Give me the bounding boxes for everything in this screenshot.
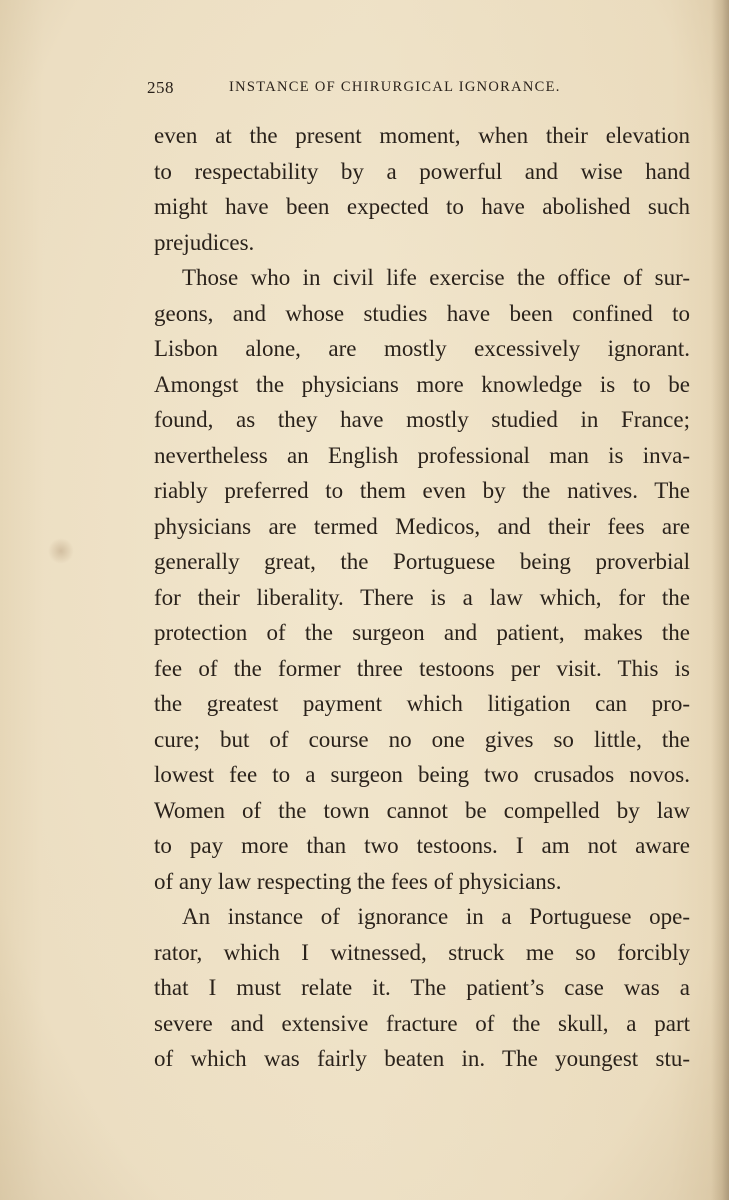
text-line: Amongst the physicians more knowledge is to be <box>154 371 690 397</box>
text-line: cure; but of course no one gives so little, the <box>154 726 690 752</box>
text-line: riably preferred to them even by the natives. The <box>154 478 690 503</box>
spine-shadow <box>711 0 729 1200</box>
text-line: lowest fee to a surgeon being two crusados novos. <box>154 762 690 787</box>
text-line: Lisbon alone, are mostly excessively ignorant. <box>154 336 690 361</box>
page-number: 258 <box>147 78 174 97</box>
paragraph-3 <box>154 899 690 1077</box>
text-line: the greatest payment which litigation can pro- <box>154 691 690 716</box>
text-line: for their liberality. There is a law which, for the <box>154 584 690 610</box>
text-line: An instance of ignorance in a Portuguese ope- <box>182 904 690 929</box>
text-line: fee of the former three testoons per visit. This is <box>154 655 690 681</box>
body-text <box>154 118 690 1077</box>
paragraph-1 <box>154 118 690 260</box>
paragraph-2 <box>154 260 690 899</box>
paper-stain <box>48 538 74 564</box>
text-line: might have been expected to have abolished such <box>154 194 690 219</box>
running-head: INSTANCE OF CHIRURGICAL IGNORANCE. <box>229 79 561 95</box>
text-line: protection of the surgeon and patient, makes the <box>154 620 690 645</box>
text-line: nevertheless an English professional man is inva- <box>154 442 690 468</box>
text-line: of which was fairly beaten in. The youngest stu- <box>154 1046 690 1071</box>
text-line: generally great, the Portuguese being proverbial <box>154 549 690 574</box>
text-line: to respectability by a powerful and wise hand <box>154 158 690 184</box>
text-line: of any law respecting the fees of physicians. <box>154 868 562 894</box>
text-line: physicians are termed Medicos, and their fees are <box>154 513 690 539</box>
text-line: geons, and whose studies have been confined to <box>154 300 690 326</box>
text-line: even at the present moment, when their elevation <box>154 123 690 148</box>
text-line: that I must relate it. The patient’s case was a <box>154 975 690 1000</box>
text-line: to pay more than two testoons. I am not aware <box>154 833 690 858</box>
text-line: Those who in civil life exercise the office of sur- <box>182 265 690 290</box>
text-line: rator, which I witnessed, struck me so forcibly <box>154 939 690 965</box>
text-line: found, as they have mostly studied in France; <box>154 407 690 432</box>
text-line: prejudices. <box>154 229 255 255</box>
text-line: Women of the town cannot be compelled by law <box>154 797 690 823</box>
text-line: severe and extensive fracture of the skull, a part <box>154 1010 690 1036</box>
page-header <box>147 78 667 100</box>
